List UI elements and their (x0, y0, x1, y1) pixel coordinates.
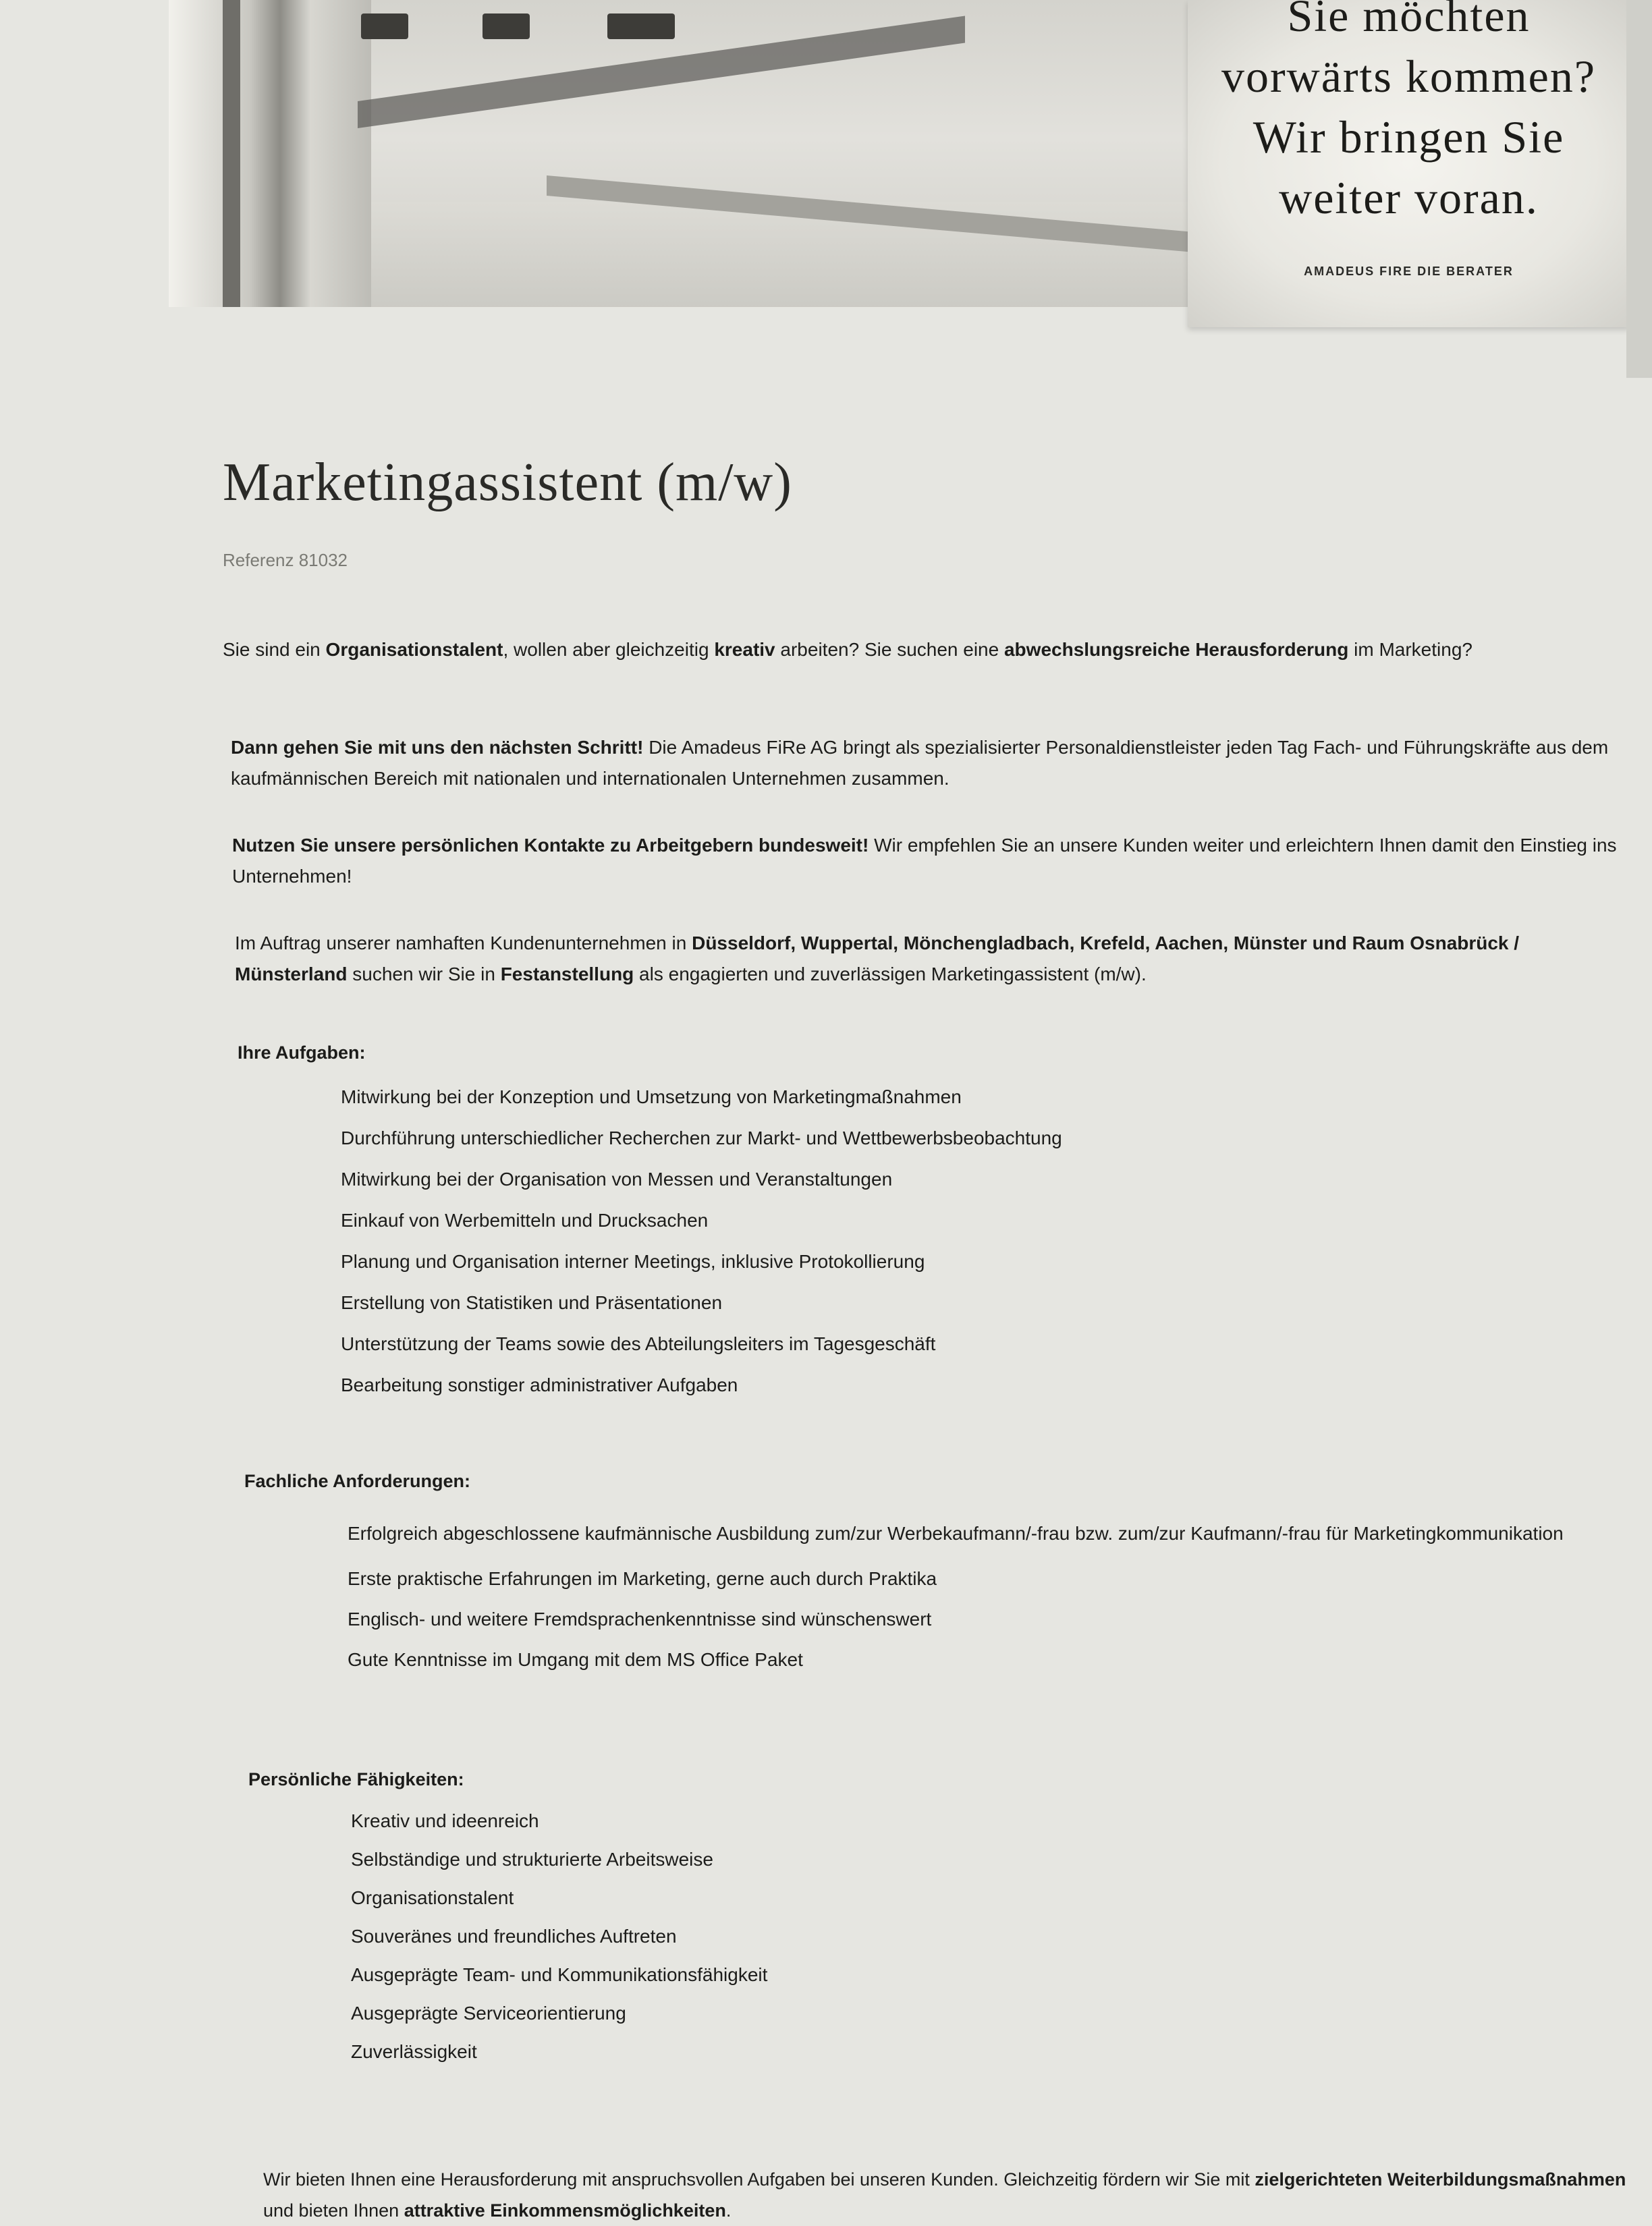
slogan-sign (1188, 0, 1630, 327)
list-item: Selbständige und strukturierte Arbeitsweise (351, 1849, 713, 1870)
background-wall (1626, 0, 1652, 378)
slogan-line: Sie möchten (1287, 0, 1531, 41)
company-paragraph: Dann gehen Sie mit uns den nächsten Schritt! Die Amadeus FiRe AG bringt als spezialisierter Personaldienstleister jeden Tag Fach- und Führungskräfte aus dem kaufmännischen Bereich mit nationalen und internationalen Unternehmen zusammen. (231, 737, 1609, 789)
requirements-list (348, 1518, 1616, 1680)
list-item: Ausgeprägte Serviceorientierung (351, 2003, 626, 2024)
corridor-floor (371, 202, 1194, 307)
tasks-list (341, 1076, 1062, 1406)
slogan-line: vorwärts kommen? (1221, 51, 1597, 102)
skills-heading: Persönliche Fähigkeiten: (248, 1769, 464, 1789)
list-item: Einkauf von Werbemitteln und Drucksachen (341, 1210, 709, 1231)
list-item: Organisationstalent (351, 1887, 514, 1908)
list-item: Englisch- und weitere Fremdsprachenkenntnisse sind wünschenswert (348, 1609, 932, 1630)
locations-paragraph: Im Auftrag unserer namhaften Kundenunternehmen in Düsseldorf, Wuppertal, Mönchengladbach, Krefeld, Aachen, Münster und Raum Osnabrück / Münsterland suchen wir Sie in Festanstellung als engagierten und zuverlässigen Marketingassistent (m/w). (235, 933, 1520, 984)
job-title: Marketingassistent (m/w) (223, 453, 792, 512)
list-item: Mitwirkung bei der Konzeption und Umsetzung von Marketingmaßnahmen (341, 1086, 962, 1107)
list-item: Planung und Organisation interner Meetings, inklusive Protokollierung (341, 1251, 925, 1272)
list-item: Durchführung unterschiedlicher Recherchen zur Markt- und Wettbewerbsbeobachtung (341, 1128, 1062, 1148)
sign-company-name: AMADEUS FIRE DIE BERATER (1304, 265, 1514, 278)
list-item: Unterstützung der Teams sowie des Abteilungsleiters im Tagesgeschäft (341, 1333, 936, 1354)
intro-paragraph: Sie sind ein Organisationstalent, wollen aber gleichzeitig kreativ arbeiten? Sie suchen eine abwechslungsreiche Herausforderung im Marketing? (223, 639, 1472, 660)
slogan-line: Wir bringen Sie (1252, 111, 1565, 163)
ceiling-light (607, 13, 675, 39)
list-item: Zuverlässigkeit (351, 2041, 477, 2062)
list-item: Mitwirkung bei der Organisation von Messen und Veranstaltungen (341, 1169, 893, 1190)
list-item: Souveränes und freundliches Auftreten (351, 1926, 677, 1947)
job-posting (223, 445, 1626, 2221)
slogan-line: weiter voran. (1279, 172, 1539, 223)
tasks-heading: Ihre Aufgaben: (238, 1042, 366, 1063)
header-photo (169, 0, 1194, 307)
contacts-paragraph: Nutzen Sie unsere persönlichen Kontakte zu Arbeitgebern bundesweit! Wir empfehlen Sie an unsere Kunden weiter und erleichtern Ihnen damit den Einstieg ins Unternehmen! (232, 835, 1617, 887)
list-item: Erfolgreich abgeschlossene kaufmännische Ausbildung zum/zur Werbekaufmann/-frau bzw. zum/zur Kaufmann/-frau für Marketingkommunikation (348, 1523, 1564, 1544)
corridor-wall (169, 0, 371, 307)
closing-paragraph: Wir bieten Ihnen eine Herausforderung mit anspruchsvollen Aufgaben bei unseren Kunden. Gleichzeitig fördern wir Sie mit zielgerichteten Weiterbildungsmaßnahmen und bieten Ihnen attraktive Einkommensmöglichkeiten. (263, 2169, 1626, 2221)
list-item: Erstellung von Statistiken und Präsentationen (341, 1292, 723, 1313)
job-reference: Referenz 81032 (223, 550, 348, 570)
list-item: Erste praktische Erfahrungen im Marketing, gerne auch durch Praktika (348, 1568, 937, 1589)
list-item: Gute Kenntnisse im Umgang mit dem MS Office Paket (348, 1649, 803, 1670)
requirements-heading: Fachliche Anforderungen: (244, 1471, 471, 1491)
list-item: Kreativ und ideenreich (351, 1810, 539, 1831)
list-item: Bearbeitung sonstiger administrativer Aufgaben (341, 1374, 738, 1395)
list-item: Ausgeprägte Team- und Kommunikationsfähigkeit (351, 1964, 768, 1985)
skills-list (351, 1802, 767, 2071)
ceiling-light (361, 13, 408, 39)
ceiling-light (483, 13, 530, 39)
